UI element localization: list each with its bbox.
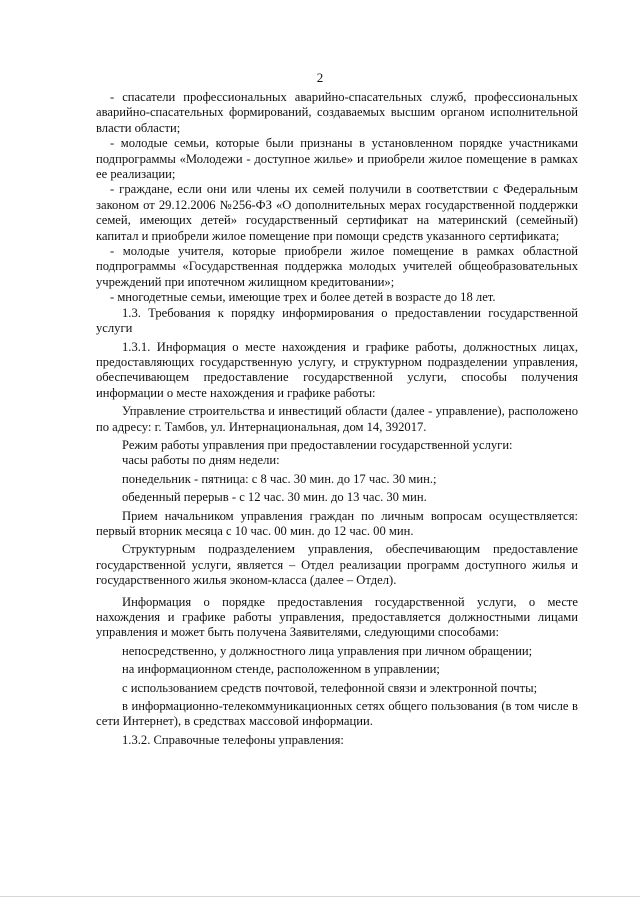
list-item-large-families: - многодетные семьи, имеющие трех и более детей в возрасте до 18 лет. (110, 290, 496, 305)
paragraph-1-3-1: 1.3.1. Информация о месте нахождения и графике работы, должностных лицах, предоставляющих государственную услугу, и структурном подразделении управления, обеспечивающем предоставление государственной услуги, способы получения информации о месте нахождения и графике работы: (96, 339, 578, 400)
list-item-young-teachers: - молодые учителя, которые приобрели жилое помещение в рамках областной подпрограммы «Государственная поддержка молодых учителей общеобразовательных учреждений при ипотечном жилищном кредитовании»; (96, 244, 578, 289)
paragraph-1-3-2: 1.3.2. Справочные телефоны управления: (122, 732, 344, 747)
page-number: 2 (316, 70, 324, 85)
list-item-young-families: - молодые семьи, которые были признаны в установленном порядке участниками подпрограммы «Молодежи - доступное жилье» и приобрели жилое помещение в рамках ее реализации; (96, 136, 578, 182)
paragraph-method-mail: с использованием средств почтовой, телефонной связи и электронной почты; (122, 680, 538, 695)
paragraph-reception: Прием начальником управления граждан по личным вопросам осуществляется: первый вторник месяца с 10 час. 00 мин. до 12 час. 00 мин. (96, 508, 578, 538)
page-bottom-edge (0, 896, 640, 897)
paragraph-method-stand: на информационном стенде, расположенном в управлении; (122, 662, 440, 677)
section-heading-1-3: 1.3. Требования к порядку информирования о предоставлении государственной услуги (96, 305, 578, 336)
paragraph-work-hours: часы работы по дням недели: (122, 453, 280, 468)
paragraph-method-in-person: непосредственно, у должностного лица управления при личном обращении; (122, 643, 533, 658)
paragraph-weekdays: понедельник - пятница: с 8 час. 30 мин. до 17 час. 30 мин.; (122, 471, 437, 486)
list-item-rescuers: - спасатели профессиональных аварийно-спасательных служб, профессиональных аварийно-спасательных формирований, создаваемых высшим органом исполнительной власти области; (96, 90, 578, 135)
list-item-maternity-capital: - граждане, если они или члены их семей получили в соответствии с Федеральным законом от 29.12.2006 №256-ФЗ «О дополнительных мерах государственной поддержки семей, имеющих детей» государственный сертификат на материнский (семейный) капитал и приобрели жилое помещение при помощи средств указанного сертификата; (96, 182, 578, 243)
paragraph-method-internet: в информационно-телекоммуникационных сетях общего пользования (в том числе в сети Интернет), в средствах массовой информации. (96, 699, 578, 729)
paragraph-address: Управление строительства и инвестиций области (далее - управление), расположено по адресу: г. Тамбов, ул. Интернациональная, дом 14, 392017. (96, 404, 578, 434)
paragraph-lunch-break: обеденный перерыв - с 12 час. 30 мин. до 13 час. 30 мин. (122, 490, 427, 505)
paragraph-department: Структурным подразделением управления, обеспечивающим предоставление государственной услуги, является – Отдел реализации программ доступного жилья и государственного жилья эконом-класса (далее – Отдел). (96, 542, 578, 588)
document-body (96, 90, 578, 748)
paragraph-info-procedure: Информация о порядке предоставления государственной услуги, о месте нахождения и графике работы управления, предоставляется должностными лицами управления и может быть получена Заявителями, следующими способами: (96, 594, 578, 640)
paragraph-work-mode: Режим работы управления при предоставлении государственной услуги: (122, 437, 513, 452)
